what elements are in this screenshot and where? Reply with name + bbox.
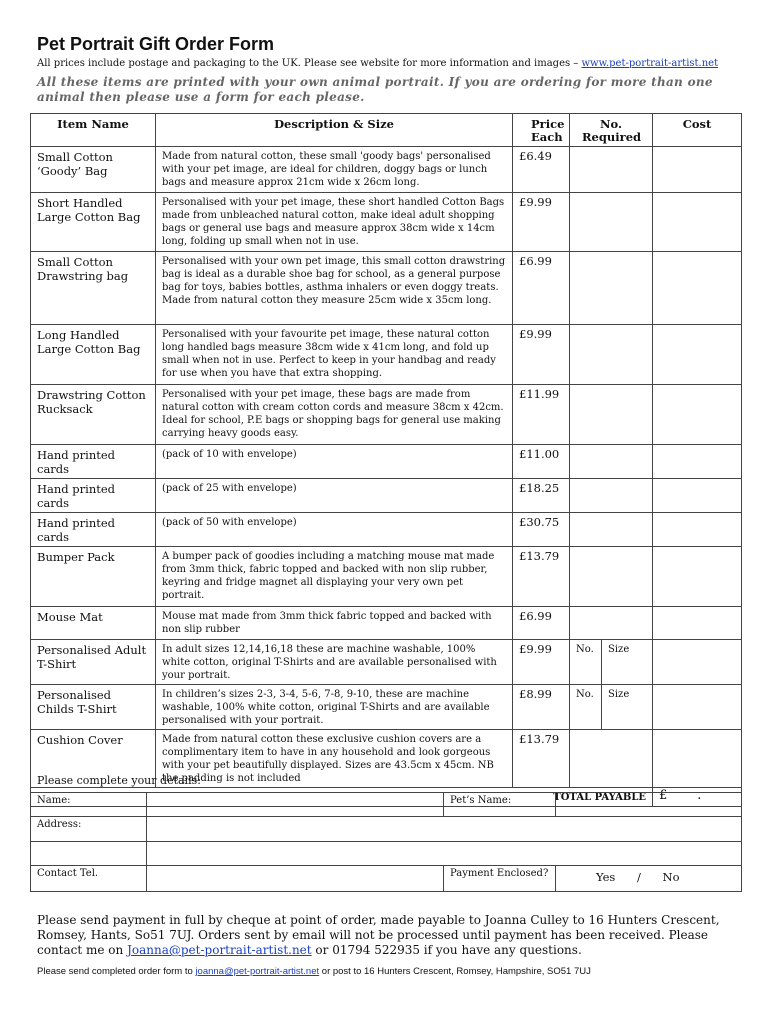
item-description: Made from natural cotton, these small 'goody bags' personalised with your pet image, are ideal for children, doggy bags or lunch bags and measure approx 21cm wide x 26cm long. — [156, 147, 513, 193]
order-row — [31, 513, 742, 547]
payment-instructions-phone: or 01794 522935 if you have any questions. — [311, 943, 582, 957]
quantity-field[interactable] — [570, 730, 653, 788]
item-description: In children’s sizes 2-3, 3-4, 5-6, 7-8, 9-10, these are machine washable, 100% white cotton, original T-Shirts and are available personalised with your portrait. — [156, 685, 513, 730]
cost-field[interactable] — [653, 193, 742, 252]
contact-label: Contact Tel. — [31, 866, 147, 892]
order-row — [31, 547, 742, 607]
order-row — [31, 685, 742, 730]
item-description: Personalised with your pet image, these bags are made from natural cotton with cream cotton cords and measure 38cm x 42cm. Ideal for school, P.E bags or shopping bags for general use making carrying heavy goods easy. — [156, 385, 513, 445]
postage-note — [37, 58, 718, 69]
cost-field[interactable] — [653, 252, 742, 325]
header-required: No. Required — [570, 114, 653, 147]
header-item-name: Item Name — [31, 114, 156, 147]
address-label-spacer — [31, 842, 147, 866]
item-description: In adult sizes 12,14,16,18 these are machine washable, 100% white cotton, original T-Shirts and are available personalised with your portrait. — [156, 640, 513, 685]
contact-email-link[interactable]: Joanna@pet-portrait-artist.net — [127, 943, 312, 957]
item-price: £9.99 — [513, 325, 570, 385]
item-name: Hand printed cards — [31, 445, 156, 479]
order-row — [31, 479, 742, 513]
footer-text: Please send completed order form to — [37, 966, 196, 977]
payment-label: Payment Enclosed? — [444, 866, 556, 892]
address-label: Address: — [31, 817, 147, 842]
address-field-1[interactable] — [147, 817, 742, 842]
pets-name-label: Pet’s Name: — [444, 793, 556, 817]
item-name: Mouse Mat — [31, 607, 156, 640]
item-description: (pack of 10 with envelope) — [156, 445, 513, 479]
quantity-field[interactable]: No. — [570, 640, 602, 685]
quantity-field[interactable] — [570, 479, 653, 513]
cost-field[interactable] — [653, 325, 742, 385]
order-row — [31, 325, 742, 385]
cost-field[interactable] — [653, 607, 742, 640]
item-name: Personalised Adult T-Shirt — [31, 640, 156, 685]
form-instructions: All these items are printed with your own animal portrait. If you are ordering for more than one animal then please use a form for each please. — [37, 75, 713, 104]
quantity-field[interactable] — [570, 385, 653, 445]
order-table — [30, 113, 742, 807]
order-row — [31, 445, 742, 479]
item-price: £13.79 — [513, 547, 570, 607]
name-label: Name: — [31, 793, 147, 817]
header-cost: Cost — [653, 114, 742, 147]
pets-name-field[interactable] — [556, 793, 742, 817]
item-description: A bumper pack of goodies including a matching mouse mat made from 3mm thick, fabric topped and backed with non slip rubber, keyring and fridge magnet all displaying your very own pet portrait. — [156, 547, 513, 607]
footer-email-link[interactable]: joanna@pet-portrait-artist.net — [195, 966, 320, 977]
payment-yes[interactable]: Yes — [596, 870, 616, 884]
total-payable-label: TOTAL PAYABLE — [31, 788, 653, 807]
quantity-field[interactable] — [570, 325, 653, 385]
order-table-header — [31, 114, 742, 147]
size-field[interactable]: Size — [602, 640, 653, 685]
order-row — [31, 193, 742, 252]
footer-address: or post to 16 Hunters Crescent, Romsey, Hampshire, SO51 7UJ — [319, 966, 591, 977]
item-description: Made from natural cotton these exclusive cushion covers are a complimentary item to have in any household and look gorgeous with your pet beautifully displayed. Sizes are 43.5cm x 45cm. NB the padding is not included — [156, 730, 513, 788]
cost-field[interactable] — [653, 147, 742, 193]
item-description: (pack of 25 with envelope) — [156, 479, 513, 513]
details-table — [30, 792, 742, 892]
details-heading: Please complete your details: — [37, 774, 201, 787]
size-field[interactable]: Size — [602, 685, 653, 730]
payment-slash: / — [636, 870, 641, 884]
item-description: Personalised with your favourite pet image, these natural cotton long handled bags measure 38cm wide x 41cm long, and fold up small when not in use. Perfect to keep in your handbag and ready for use when you have that extra shopping. — [156, 325, 513, 385]
cost-field[interactable] — [653, 479, 742, 513]
contact-field[interactable] — [147, 866, 444, 892]
footer-note — [37, 966, 591, 977]
quantity-field[interactable]: No. — [570, 685, 602, 730]
item-description: (pack of 50 with envelope) — [156, 513, 513, 547]
details-row-contact — [31, 866, 742, 892]
payment-instructions — [37, 913, 737, 958]
item-price: £9.99 — [513, 193, 570, 252]
item-name: Bumper Pack — [31, 547, 156, 607]
order-row — [31, 640, 742, 685]
address-field-2[interactable] — [147, 842, 742, 866]
details-row-name — [31, 793, 742, 817]
payment-choice[interactable] — [556, 866, 742, 892]
item-description: Personalised with your own pet image, this small cotton drawstring bag is ideal as a durable shoe bag for school, as a general purpose bag for toys, babies bottles, asthma inhalers or even doggy treats. Made from natural cotton they measure 25cm wide x 35cm long. — [156, 252, 513, 325]
cost-field[interactable] — [653, 730, 742, 788]
item-price: £11.99 — [513, 385, 570, 445]
cost-field[interactable] — [653, 640, 742, 685]
item-description: Mouse mat made from 3mm thick fabric topped and backed with non slip rubber — [156, 607, 513, 640]
quantity-field[interactable] — [570, 193, 653, 252]
item-name: Long Handled Large Cotton Bag — [31, 325, 156, 385]
item-name: Drawstring Cotton Rucksack — [31, 385, 156, 445]
item-name: Hand printed cards — [31, 513, 156, 547]
item-name: Hand printed cards — [31, 479, 156, 513]
item-price: £13.79 — [513, 730, 570, 788]
header-description: Description & Size — [156, 114, 513, 147]
details-row-address — [31, 817, 742, 842]
website-link[interactable]: www.pet-portrait-artist.net — [581, 58, 719, 69]
item-price: £6.99 — [513, 607, 570, 640]
order-row — [31, 147, 742, 193]
order-row — [31, 252, 742, 325]
name-field[interactable] — [147, 793, 444, 817]
item-price: £6.99 — [513, 252, 570, 325]
postage-note-text: All prices include postage and packaging to the UK. Please see website for more information and images – — [37, 58, 582, 69]
item-name: Short Handled Large Cotton Bag — [31, 193, 156, 252]
quantity-field[interactable] — [570, 445, 653, 479]
item-name: Cushion Cover — [31, 730, 156, 788]
cost-field[interactable] — [653, 445, 742, 479]
item-price: £8.99 — [513, 685, 570, 730]
details-row-address-2 — [31, 842, 742, 866]
header-price: Price Each — [513, 114, 570, 147]
item-name: Small Cotton Drawstring bag — [31, 252, 156, 325]
total-decimal: . — [697, 788, 702, 803]
form-title: Pet Portrait Gift Order Form — [37, 34, 275, 54]
item-price: £11.00 — [513, 445, 570, 479]
cost-field[interactable] — [653, 685, 742, 730]
cost-field[interactable] — [653, 547, 742, 607]
quantity-field[interactable] — [570, 547, 653, 607]
cost-field[interactable] — [653, 385, 742, 445]
order-row — [31, 385, 742, 445]
payment-instructions-text: Please send payment in full by cheque at point of order, made payable to Joanna Culley to 16 Hunters Crescent, Romsey, Hants, So51 7UJ. Orders sent by email will not be processed until payment has been received. Please contact me on — [37, 913, 720, 957]
quantity-field[interactable] — [570, 513, 653, 547]
item-name: Small Cotton ‘Goody’ Bag — [31, 147, 156, 193]
item-price: £6.49 — [513, 147, 570, 193]
item-description: Personalised with your pet image, these short handled Cotton Bags made from unbleached natural cotton, make ideal adult shopping bags or general use bags and measure approx 38cm wide x 14cm long, folding up small when not in use. — [156, 193, 513, 252]
order-row — [31, 607, 742, 640]
quantity-field[interactable] — [570, 607, 653, 640]
payment-no[interactable]: No — [662, 870, 680, 884]
item-price: £30.75 — [513, 513, 570, 547]
item-price: £9.99 — [513, 640, 570, 685]
quantity-field[interactable] — [570, 252, 653, 325]
item-price: £18.25 — [513, 479, 570, 513]
cost-field[interactable] — [653, 513, 742, 547]
quantity-field[interactable] — [570, 147, 653, 193]
item-name: Personalised Childs T-Shirt — [31, 685, 156, 730]
total-currency: £ — [659, 788, 668, 803]
